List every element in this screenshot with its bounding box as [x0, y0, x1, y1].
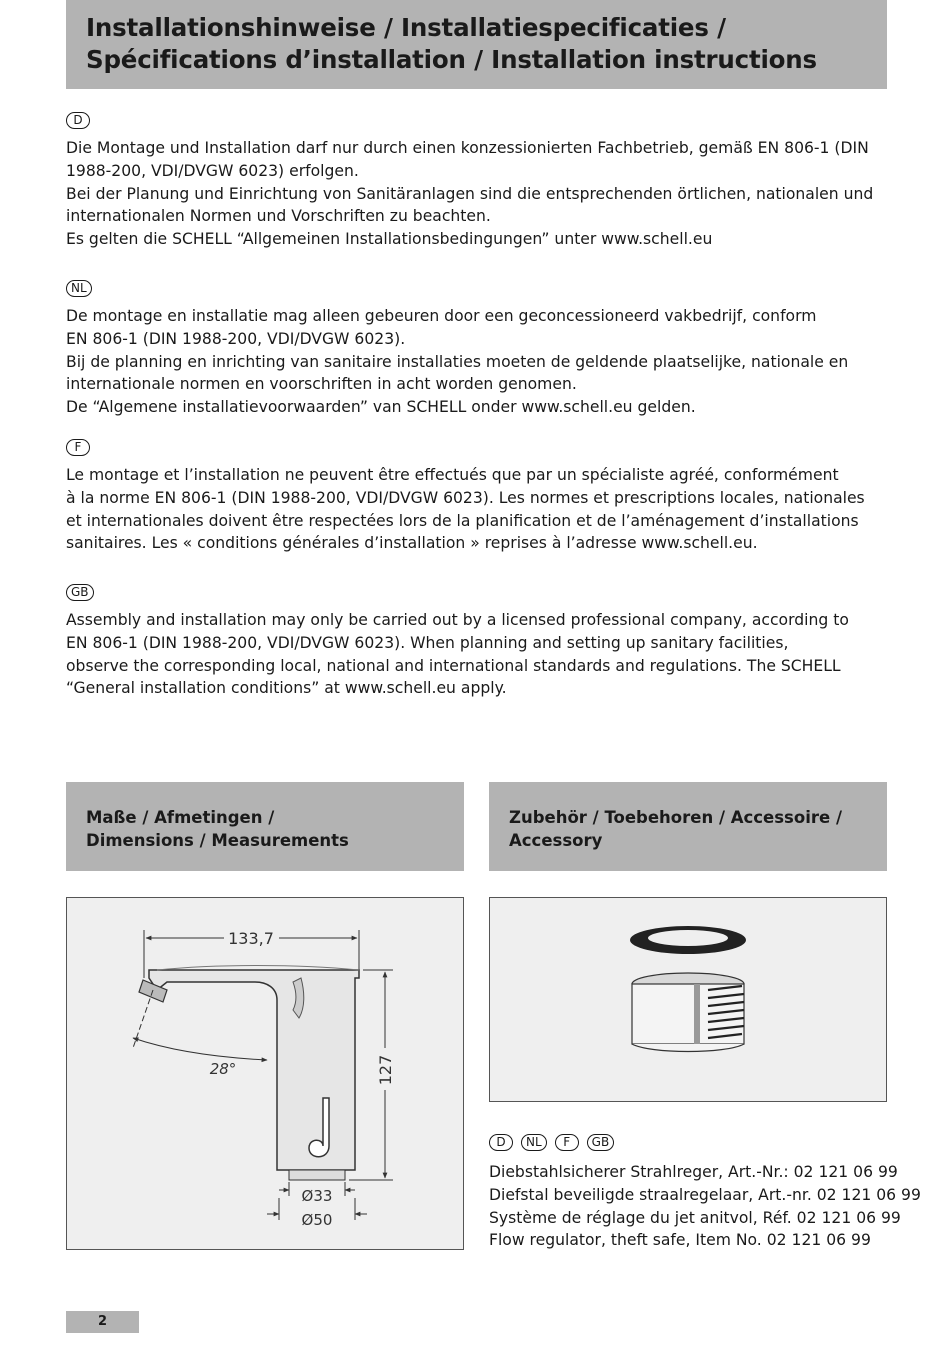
section-gb [66, 581, 896, 700]
accessory-line-fr: Système de réglage du jet anitvol, Réf. 02 121 06 99 [489, 1208, 901, 1227]
dimensions-header [66, 782, 464, 871]
width-label: 133,7 [228, 929, 274, 948]
page-header [66, 0, 887, 89]
accessory-line-nl: Diefstal beveiligde straalregelaar, Art.-nr. 02 121 06 99 [489, 1185, 921, 1204]
lang-badge-f: F [555, 1134, 579, 1151]
accessory-header [489, 782, 887, 871]
accessory-lang-badges [489, 1134, 939, 1151]
lang-badge-d: D [489, 1134, 513, 1151]
lang-badge-nl: NL [521, 1134, 547, 1151]
lang-badge-nl: NL [66, 280, 92, 297]
accessory-line-de: Diebstahlsicherer Strahlreger, Art.-Nr.: 02 121 06 99 [489, 1163, 898, 1181]
section-text-gb: Assembly and installation may only be carried out by a licensed professional company, according to EN 806-1 (DIN 1988-200, VDI/DVGW 6023). When planning and setting up sanitary facilities, observe the corresponding local, national and international standards and regulations. The SCHELL “General installation conditions” at www.schell.eu apply. [66, 611, 849, 698]
faucet-base [289, 1170, 345, 1180]
accessory-info [489, 1134, 939, 1252]
section-text-de: Die Montage und Installation darf nur durch einen konzessionierten Fachbetrieb, gemäß EN 806-1 (DIN 1988-200, VDI/DVGW 6023) erfolgen. Bei der Planung und Einrichtung von Sanitäranlagen sind die entsprechenden örtlichen, nationalen und internationalen Normen und Vorschriften zu beachten. Es gelten die SCHELL “Allgemeinen Installationsbedingungen” unter www.schell.eu [66, 139, 874, 249]
washer-ring-inner [648, 930, 728, 946]
section-text-nl: De montage en installatie mag alleen gebeuren door een geconcessioneerd vakbedrijf, conform EN 806-1 (DIN 1988-200, VDI/DVGW 6023). Bij de planning en inrichting van sanitaire installaties moeten de geldende plaatselijke, nationale en internationale normen en voorschriften in acht worden genomen. De “Algemene installatievoorwaarden” van SCHELL onder www.schell.eu gelden. [66, 307, 849, 417]
dia1-label: Ø33 [301, 1187, 333, 1205]
section-text-fr: Le montage et l’installation ne peuvent être effectués que par un spécialiste agréé, conformément à la norme EN 806-1 (DIN 1988-200, VDI/DVGW 6023). Les normes et prescriptions locales, nationales et internationales doivent être respectées lors de la planification et de l’aménagement d’installations sanitaires. Les « conditions générales d’installation » reprises à l’adresse www.schell.eu. [66, 466, 865, 553]
angle-arc [133, 1038, 267, 1060]
section-de [66, 109, 896, 251]
regulator-slot [694, 984, 700, 1044]
page-title: Installationshinweise / Installatiespecificaties / Spécifications d’installation / Installation instructions [86, 13, 817, 74]
height-label: 127 [376, 1054, 395, 1086]
lang-badge-d: D [66, 112, 90, 129]
flow-regulator-illustration [490, 898, 886, 1101]
lang-badge-gb: GB [66, 584, 94, 601]
section-fr [66, 436, 896, 555]
dia2-label: Ø50 [301, 1211, 333, 1229]
section-nl [66, 277, 896, 419]
dimensions-drawing [66, 897, 464, 1250]
dimensions-title: Maße / Afmetingen / Dimensions / Measurements [86, 808, 349, 850]
accessory-line-gb: Flow regulator, theft safe, Item No. 02 121 06 99 [489, 1231, 871, 1250]
page-number: 2 [66, 1311, 139, 1333]
accessory-title: Zubehör / Toebehoren / Accessoire / Accessory [509, 808, 842, 850]
regulator-bottom [632, 1044, 744, 1052]
lang-badge-f: F [66, 439, 90, 456]
angle-label: 28° [209, 1060, 237, 1078]
lang-badge-gb: GB [587, 1134, 615, 1151]
accessory-image [489, 897, 887, 1102]
faucet-dimension-diagram [67, 898, 463, 1249]
